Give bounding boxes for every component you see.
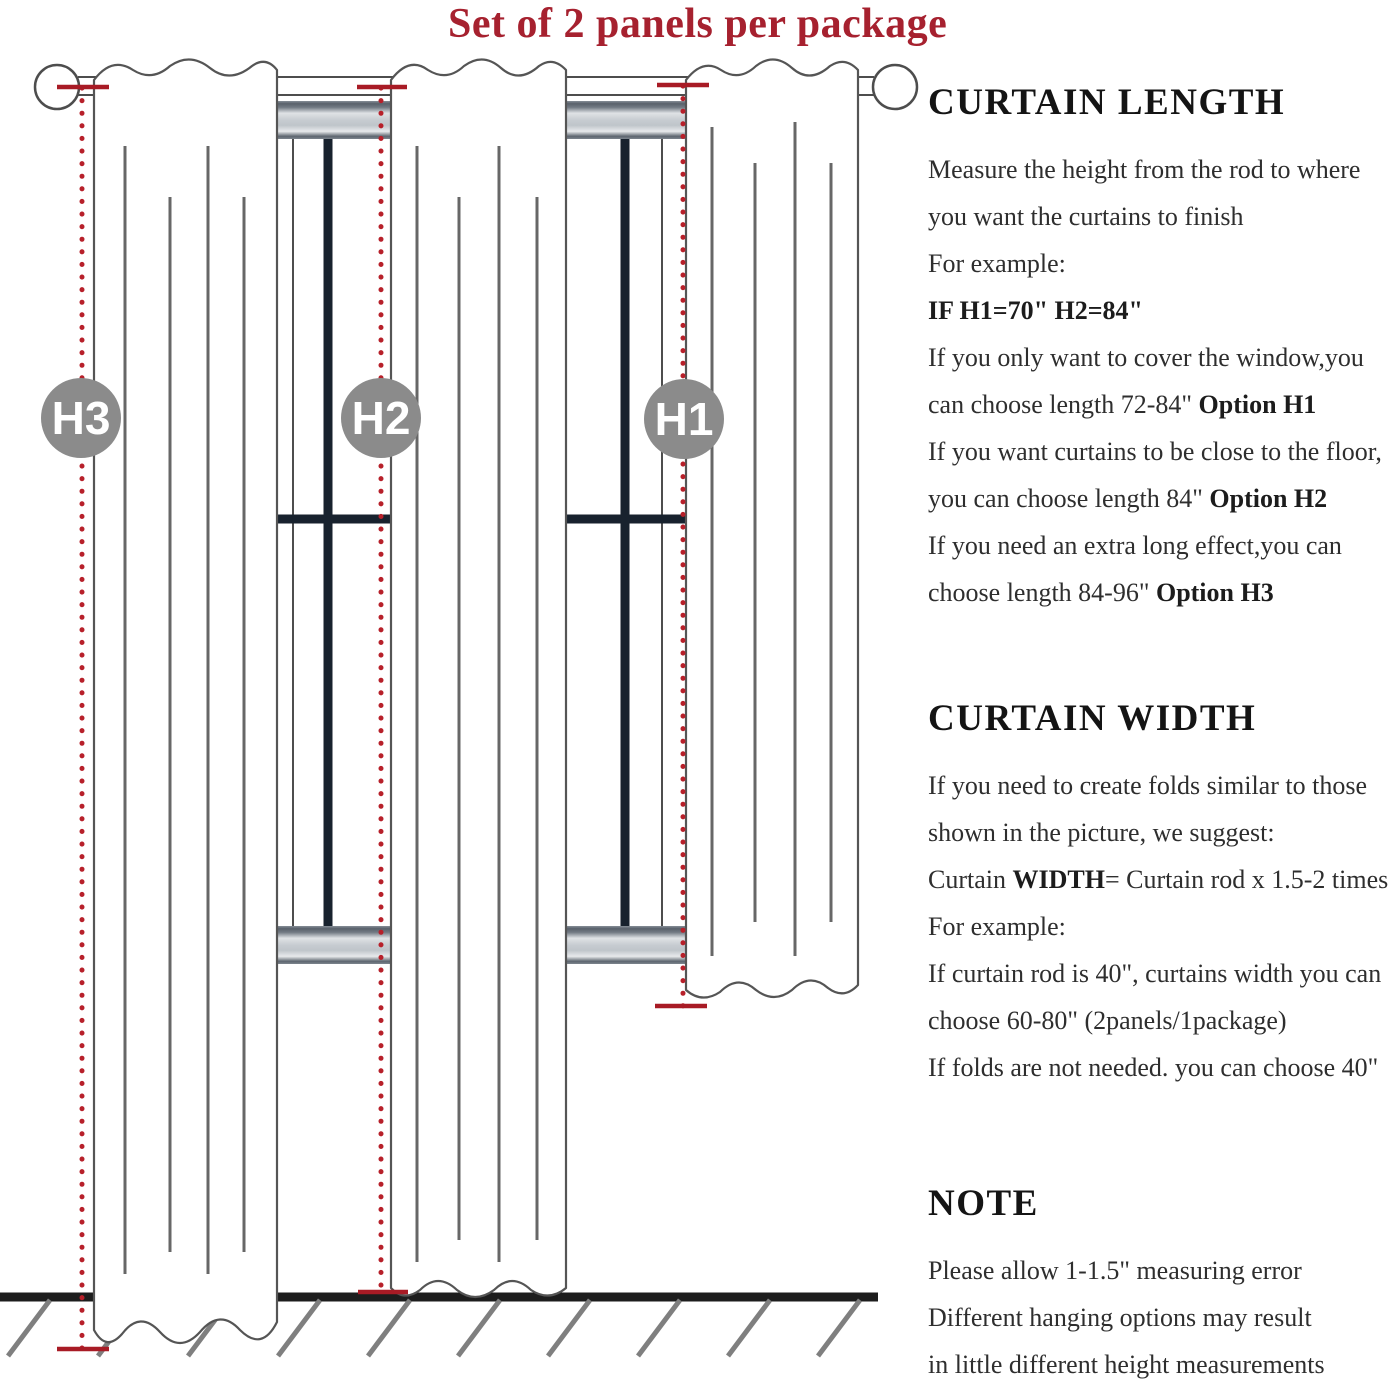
page-title: Set of 2 panels per package xyxy=(448,1,948,47)
text-line: Different hanging options may result xyxy=(928,1303,1312,1332)
section-curtain-length xyxy=(928,80,1398,616)
curtain-panel-right xyxy=(686,59,858,997)
text-line: If curtain rod is 40", curtains width you can xyxy=(928,959,1382,988)
text-line: For example: xyxy=(928,249,1066,278)
note-heading: NOTE xyxy=(928,1183,1039,1224)
text-line: For example: xyxy=(928,912,1066,941)
text-line: If you want curtains to be close to the floor, xyxy=(928,437,1382,466)
text-line: Please allow 1-1.5" measuring error xyxy=(928,1256,1302,1285)
badge-h1-label: H1 xyxy=(654,393,714,445)
text-line: choose 60-80" (2panels/1package) xyxy=(928,1006,1287,1035)
curtain-length-text xyxy=(928,146,1398,616)
text-line: If you need to create folds similar to those xyxy=(928,771,1367,800)
text-line: Measure the height from the rod to where xyxy=(928,155,1361,184)
badge-h2-label: H2 xyxy=(351,392,411,444)
text-line: If you need an extra long effect,you can xyxy=(928,531,1342,560)
text-line: in little different height measurements xyxy=(928,1350,1325,1379)
badge-h3-label: H3 xyxy=(51,392,111,444)
text-line: you can choose length 84" Option H2 xyxy=(928,484,1328,513)
text-line: choose length 84-96" Option H3 xyxy=(928,578,1274,607)
curtain-panel-left xyxy=(94,59,277,1343)
text-line: If folds are not needed. you can choose 40" xyxy=(928,1053,1379,1082)
curtain-width-heading: CURTAIN WIDTH xyxy=(928,698,1257,739)
badge-h3 xyxy=(41,378,121,458)
section-curtain-width xyxy=(928,696,1398,1091)
rod-finial-right xyxy=(873,65,917,109)
badge-h2 xyxy=(341,378,421,458)
text-line: can choose length 72-84" Option H1 xyxy=(928,390,1317,419)
curtain-width-text xyxy=(928,762,1398,1091)
text-line: you want the curtains to finish xyxy=(928,202,1244,231)
text-line: Curtain WIDTH= Curtain rod x 1.5-2 times xyxy=(928,865,1389,894)
text-line: IF H1=70" H2=84" xyxy=(928,296,1143,325)
section-note xyxy=(928,1181,1398,1388)
badge-h1 xyxy=(644,379,724,459)
text-line: shown in the picture, we suggest: xyxy=(928,818,1275,847)
curtain-length-heading: CURTAIN LENGTH xyxy=(928,82,1286,123)
curtain-panel-middle xyxy=(391,59,566,1297)
text-line: If you only want to cover the window,you xyxy=(928,343,1364,372)
note-text xyxy=(928,1247,1398,1388)
